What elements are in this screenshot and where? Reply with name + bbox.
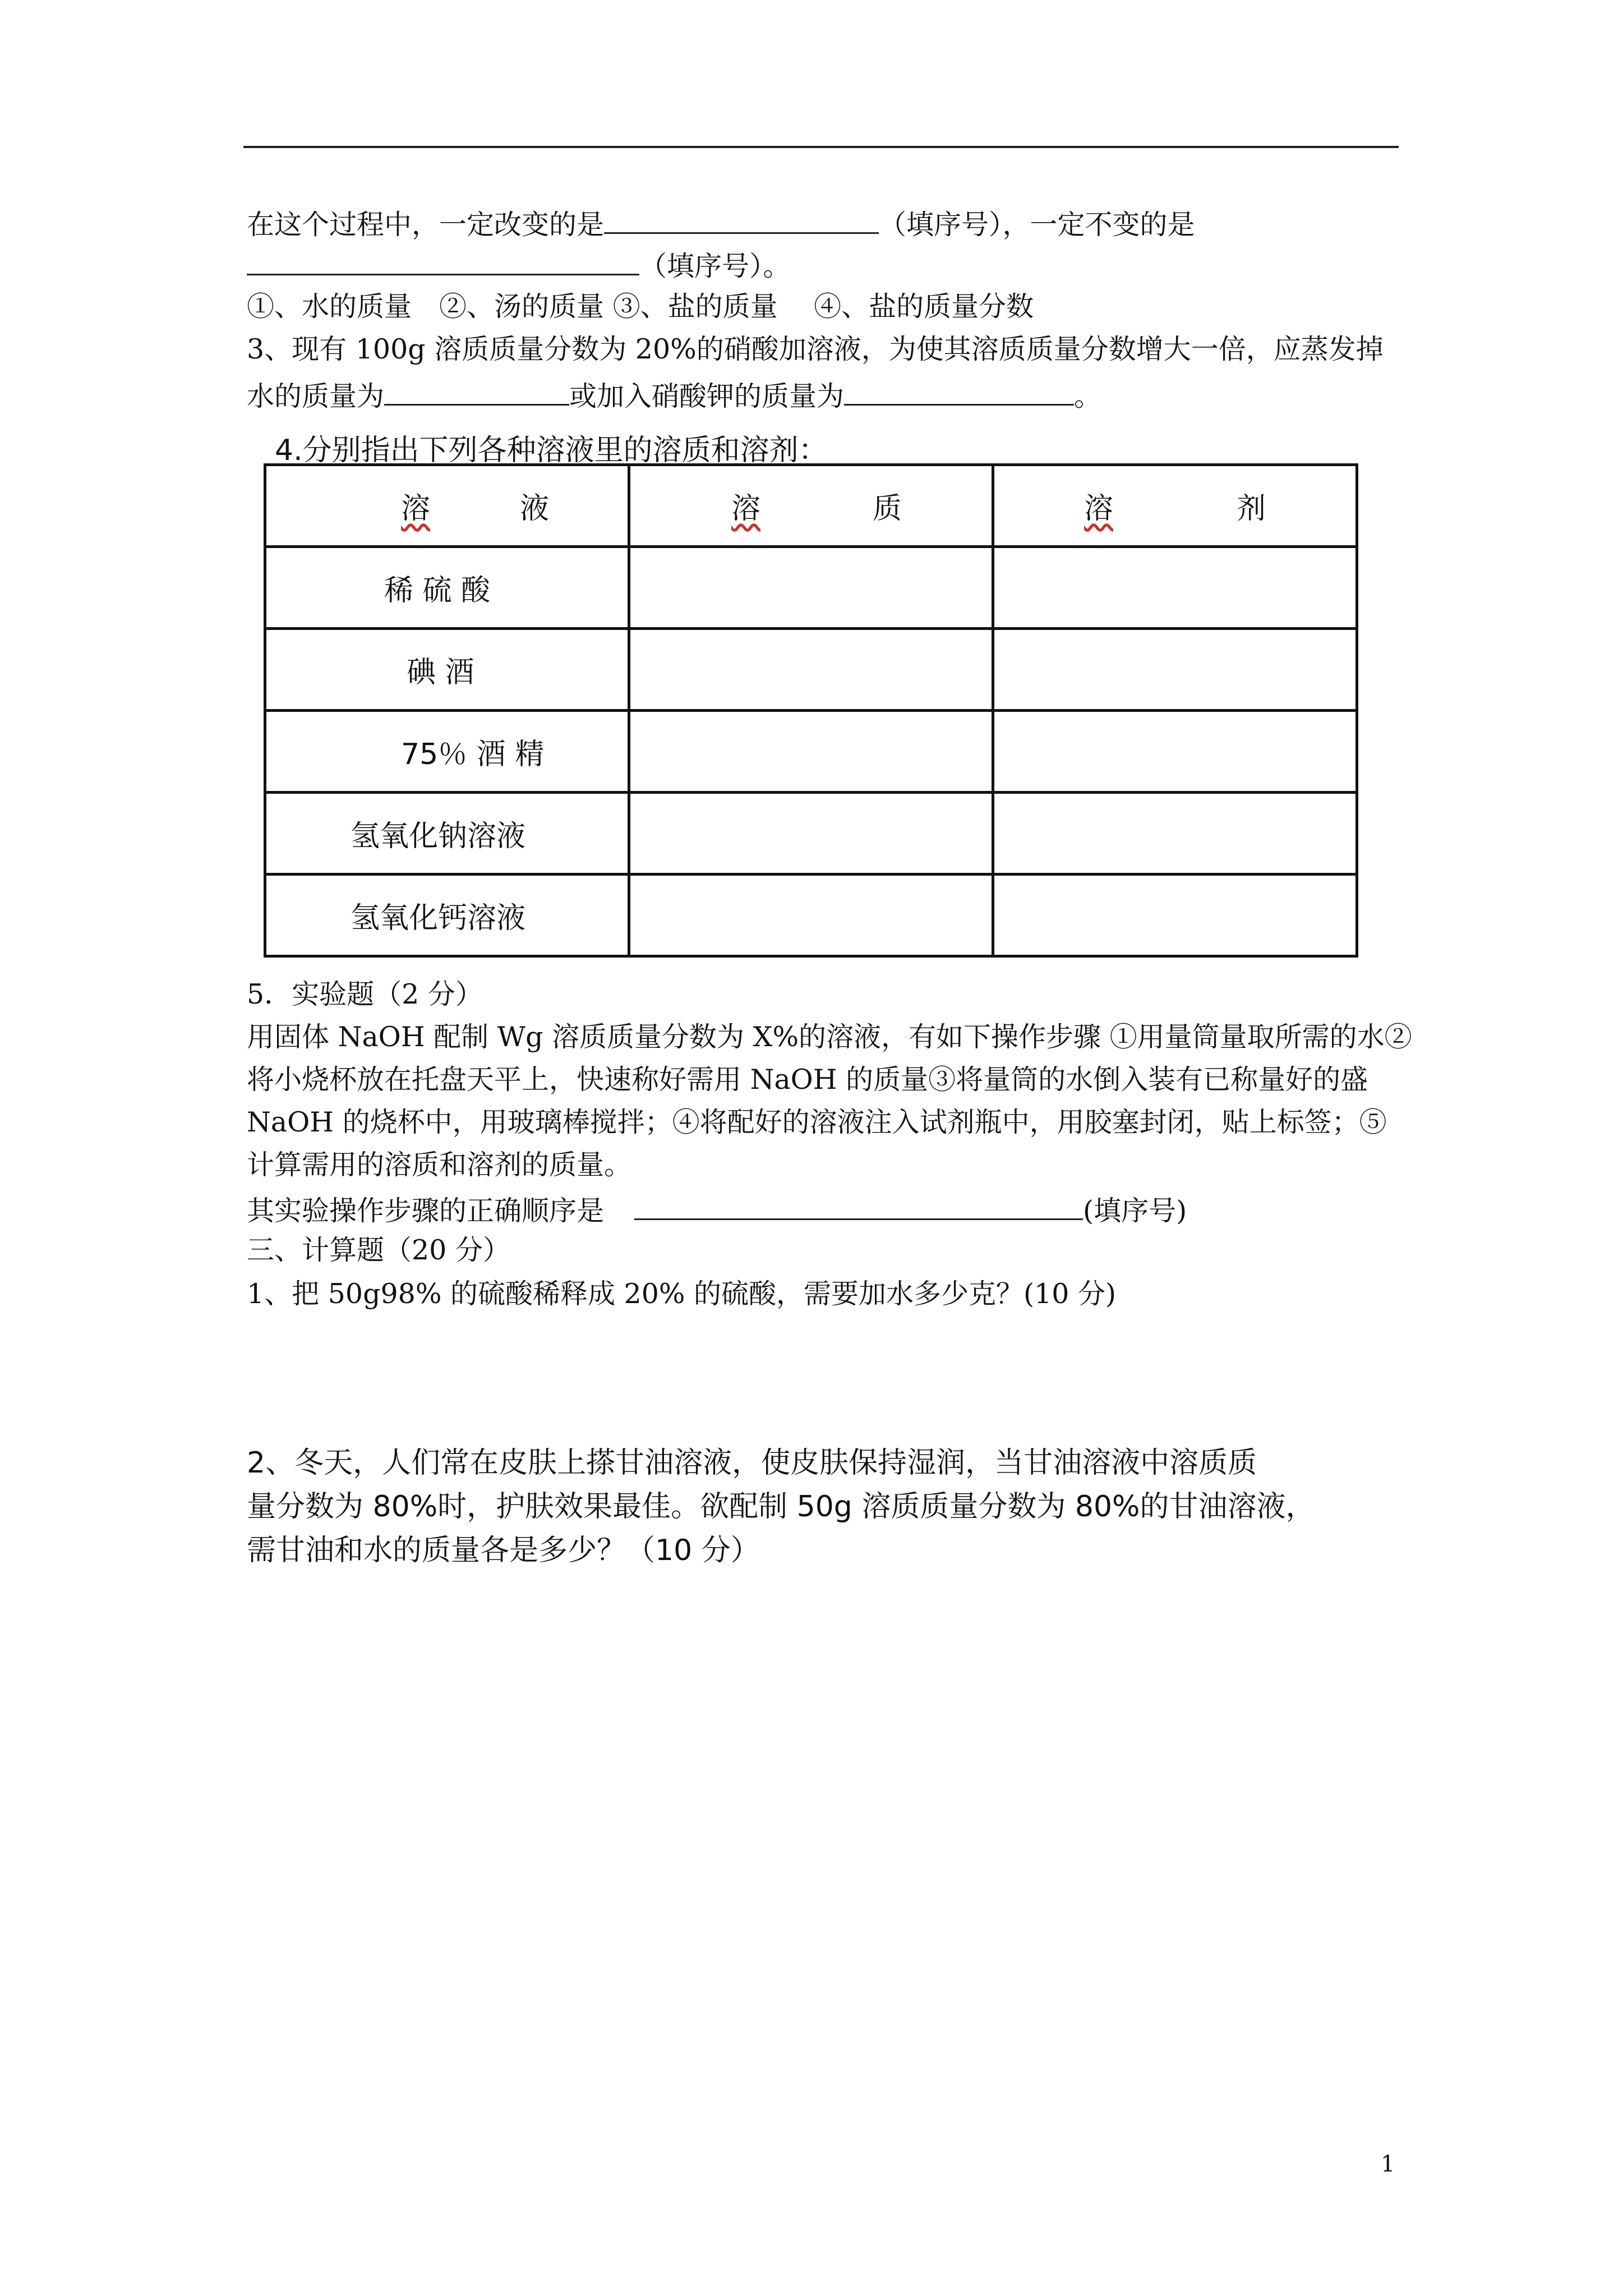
q2-blank-unchanged[interactable] (247, 249, 639, 275)
row-label-alcohol-75: 75％ 酒 精 (265, 711, 629, 793)
q5-line1: 用固体 NaOH 配制 Wg 溶质质量分数为 X%的溶液，有如下操作步骤 ①用量筒量取所需的水② (247, 1021, 1412, 1053)
header-solution-char2: 液 (519, 492, 549, 526)
q2-options: ①、水的质量 ②、汤的质量 ③、盐的质量 ④、盐的质量分数 (247, 291, 1034, 323)
q2-line1 (247, 208, 1195, 241)
calc-q1: 1、把 50g98% 的硫酸稀释成 20% 的硫酸，需要加水多少克？(10 分) (247, 1278, 1117, 1310)
table-row (265, 875, 1357, 956)
table-row (265, 547, 1357, 629)
answer-cell-solute[interactable] (629, 629, 993, 711)
q5-order-suffix: (填序号) (1083, 1195, 1187, 1227)
section3-title: 三、计算题（20 分） (247, 1234, 510, 1266)
header-solute (629, 465, 993, 547)
q4-title: 4.分别指出下列各种溶液里的溶质和溶剂： (275, 434, 828, 467)
answer-cell-solute[interactable] (629, 547, 993, 629)
answer-cell-solute[interactable] (629, 875, 993, 956)
q3-text-b: 或加入硝酸钾的质量为 (569, 380, 845, 412)
calc-q2-line1: 2、冬天，人们常在皮肤上搽甘油溶液，使皮肤保持湿润，当甘油溶液中溶质质 (247, 1446, 1257, 1480)
answer-cell-solvent[interactable] (993, 793, 1357, 875)
table-header-row (265, 465, 1357, 547)
q3-line1: 3、现有 100g 溶质质量分数为 20%的硝酸加溶液，为使其溶质质量分数增大一倍，应蒸发掉 (247, 333, 1384, 365)
solution-table (264, 463, 1358, 958)
q5-order-text: 其实验操作步骤的正确顺序是 (247, 1195, 605, 1227)
page-number: 1 (1381, 2151, 1395, 2177)
answer-cell-solvent[interactable] (993, 547, 1357, 629)
answer-cell-solute[interactable] (629, 711, 993, 793)
q5-line3: NaOH 的烧杯中，用玻璃棒搅拌；④将配好的溶液注入试剂瓶中，用胶塞封闭，贴上标签；⑤ (247, 1106, 1387, 1138)
row-label-caoh2-solution: 氢氧化钙溶液 (265, 875, 629, 956)
q3-text-c: 。 (1074, 380, 1102, 412)
q5-order-blank[interactable] (634, 1194, 1083, 1220)
calc-q2-line3: 需甘油和水的质量各是多少？（10 分） (247, 1534, 760, 1567)
q2-text-a: 在这个过程中，一定改变的是 (247, 209, 605, 241)
row-label-naoh-solution: 氢氧化钠溶液 (265, 793, 629, 875)
q2-text-b: （填序号），一定不变的是 (879, 209, 1195, 241)
answer-cell-solute[interactable] (629, 793, 993, 875)
answer-cell-solvent[interactable] (993, 629, 1357, 711)
header-rule (243, 146, 1399, 148)
header-solvent (993, 465, 1357, 547)
answer-cell-solvent[interactable] (993, 711, 1357, 793)
q5-line2: 将小烧杯放在托盘天平上，快速称好需用 NaOH 的质量③将量筒的水倒入装有已称量好的盛 (247, 1064, 1368, 1096)
table-row (265, 711, 1357, 793)
q5-title: 5．实验题（2 分） (247, 978, 483, 1010)
q2-text-c: （填序号）。 (639, 250, 791, 282)
table-row (265, 793, 1357, 875)
calc-q2-line2: 量分数为 80%时，护肤效果最佳。欲配制 50g 溶质质量分数为 80%的甘油溶液， (247, 1490, 1315, 1524)
answer-cell-solvent[interactable] (993, 875, 1357, 956)
header-solute-char2: 质 (872, 492, 902, 526)
q2-line2 (247, 249, 791, 280)
q5-order-line (247, 1194, 1187, 1225)
q5-line4: 计算需用的溶质和溶剂的质量。 (247, 1149, 632, 1181)
table-row (265, 629, 1357, 711)
q3-blank-kno3[interactable] (844, 379, 1074, 406)
row-label-iodine-tincture: 碘 酒 (265, 629, 629, 711)
q3-line2 (247, 379, 1101, 410)
header-solvent-char1: 溶 (1084, 492, 1114, 526)
row-label-dilute-sulfuric: 稀 硫 酸 (265, 547, 629, 629)
q2-blank-changed[interactable] (604, 208, 879, 234)
header-solution-char1: 溶 (401, 492, 431, 526)
q3-text-a: 水的质量为 (247, 380, 385, 412)
header-solution (265, 465, 629, 547)
header-solute-char1: 溶 (731, 492, 761, 526)
q3-blank-water[interactable] (384, 379, 569, 406)
header-solvent-char2: 剂 (1236, 492, 1266, 526)
